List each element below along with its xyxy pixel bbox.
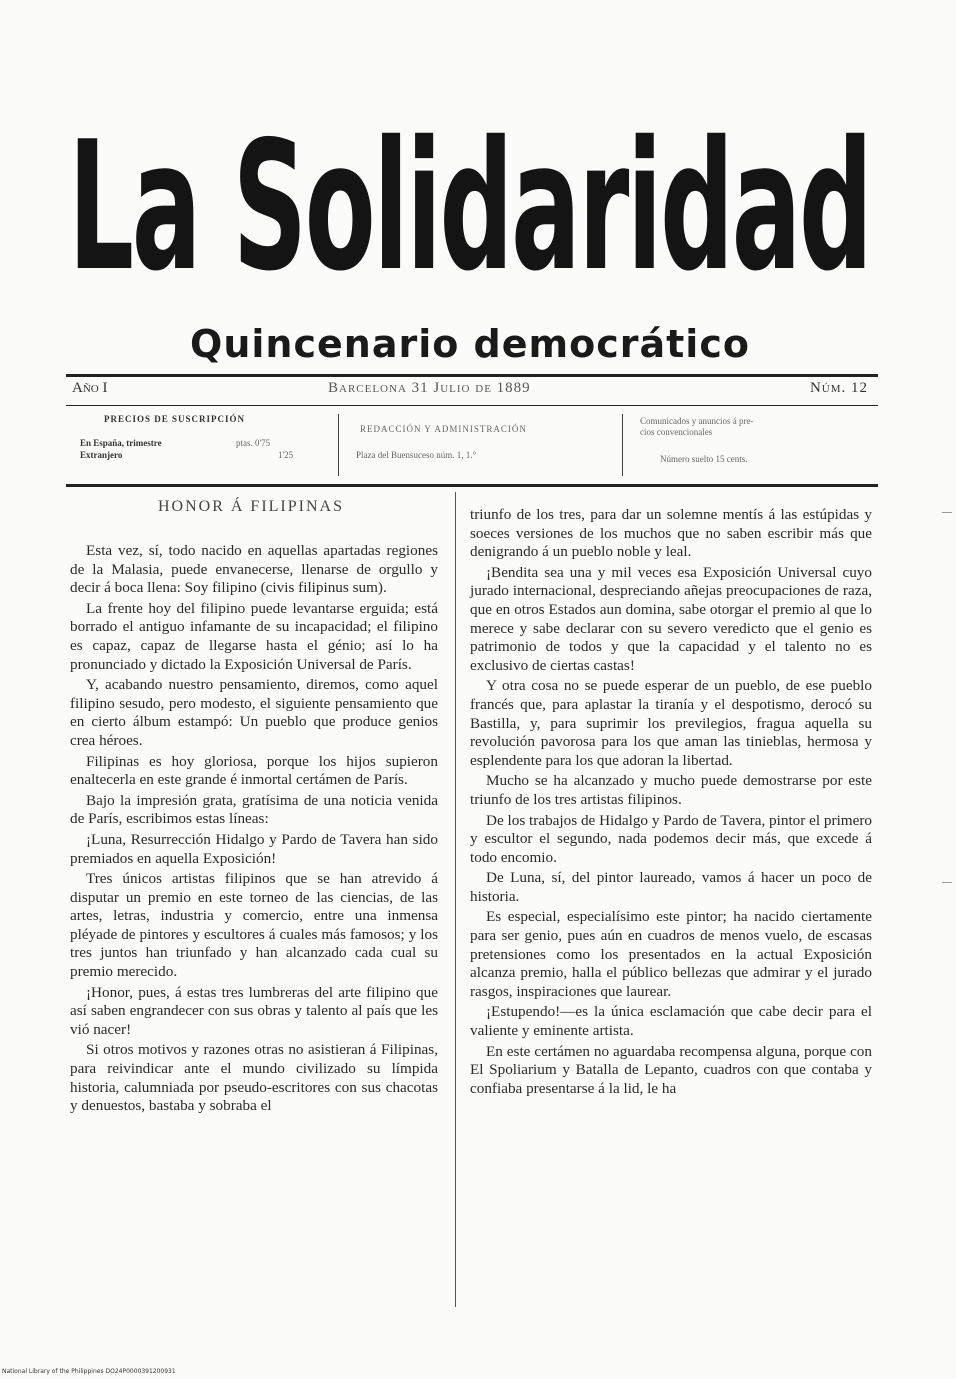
paragraph: Tres únicos artistas filipinos que se han atrevido á disputar un premio en este torneo de las ciencias, de las artes, letras, industria y comercio, entre una inmensa pléyade de pintores y escultores á cuales más famosos; y los tres juntos han triunfado y han alcanzado cada cual su premio merecido. xyxy=(70,870,438,981)
left-column xyxy=(70,542,438,1116)
prices-heading: PRECIOS DE SUSCRIPCIÓN xyxy=(104,414,246,424)
paragraph: La frente hoy del filipino puede levantarse erguida; está borrado el antiguo infamante de su incapacidad; el filipino es capaz, capaz de llegarse hasta el génio; así lo ha pronunciado y dictado la Exposición Universal de París. xyxy=(70,599,438,673)
paragraph: Filipinas es hoy gloriosa, porque los hijos supieron enaltecerla en este grande é inmortal certámen de París. xyxy=(70,752,438,789)
dateline xyxy=(68,380,874,404)
scan-edge-mark xyxy=(942,512,952,513)
scan-edge-mark xyxy=(942,882,952,883)
notice-line-2: cios convencionales xyxy=(640,427,713,437)
single-copy-price: Número suelto 15 cents. xyxy=(660,454,748,464)
dateline-rule xyxy=(66,405,878,406)
notice-line-1: Comunicados y anuncios á pre- xyxy=(640,416,754,426)
office-cell xyxy=(340,408,620,482)
right-column xyxy=(470,506,872,1098)
paragraph: Mucho se ha alcanzado y mucho puede demostrarse por este triunfo de los tres artistas filipinos. xyxy=(470,772,872,808)
paragraph: Si otros motivos y razones otras no asistieran á Filipinas, para reivindicar ante el mundo civilizado su límpida historia, calumniada por pseudo-escritores con sus chacotas y denuestos, bastaba y sobraba el xyxy=(70,1041,438,1115)
info-divider-2 xyxy=(622,414,623,476)
paragraph: ¡Bendita sea una y mil veces esa Exposición Universal cuyo jurado internacional, despreciando añejas preocupaciones de raza, que en otros Estados aun domina, sabe otorgar el premio al que lo merece y sabe declarar con su severo veredicto que el genio es patrimonio de todos y que la capacidad y el talento no es exclusivo de ciertas castas! xyxy=(470,563,872,674)
paragraph: Bajo la impresión grata, gratísima de una noticia venida de París, escribimos estas líneas: xyxy=(70,791,438,828)
spain-label: En España, trimestre xyxy=(80,438,162,448)
notice-cell xyxy=(624,408,878,482)
scan-credit: National Library of the Philippines DO24P0000391200931 xyxy=(2,1368,176,1375)
masthead-subtitle: Quincenario democrático xyxy=(190,322,750,366)
paragraph: Y, acabando nuestro pensamiento, diremos, como aquel filipino sesudo, pero modesto, el siguiente pensamiento que en cierto álbum estampó: Un pueblo que produce genios crea héroes. xyxy=(70,676,438,749)
office-heading: REDACCIÓN Y ADMINISTRACIÓN xyxy=(360,424,527,434)
foreign-label: Extranjero xyxy=(80,450,123,460)
paragraph: En este certámen no aguardaba recompensa alguna, porque con El Spoliarium y Batalla de Lepanto, cuadros con que contaba y confiaba presentarse á la lid, le ha xyxy=(470,1042,872,1097)
top-rule xyxy=(66,374,878,377)
column-divider xyxy=(455,492,456,1307)
foreign-price: 1'25 xyxy=(278,450,294,460)
issue-number: Núm. 12 xyxy=(809,380,868,396)
article-title: HONOR Á FILIPINAS xyxy=(157,498,344,515)
issue-year: Año I xyxy=(72,380,108,396)
masthead-title: La Solidaridad xyxy=(68,103,871,310)
paragraph: ¡Luna, Resurrección Hidalgo y Pardo de Tavera han sido premiados en aquella Exposición! xyxy=(70,830,438,867)
prices-cell xyxy=(66,408,336,482)
paragraph: De los trabajos de Hidalgo y Pardo de Tavera, pintor el primero y escultor el segundo, nada podemos decir más, que excede á todo encomio. xyxy=(470,811,872,866)
info-bottom-rule xyxy=(66,484,878,487)
paragraph: ¡Estupendo!—es la única esclamación que cabe decir para el valiente y eminente artista. xyxy=(470,1003,872,1040)
office-address: Plaza del Buensuceso núm. 1, 1.° xyxy=(356,450,477,460)
paragraph: De Luna, sí, del pintor laureado, vamos á hacer un poco de historia. xyxy=(470,869,872,905)
paragraph: triunfo de los tres, para dar un solemne mentís á las estúpidas y soeces versiones de los muchos que no saben escribir más que denigrando á un pueblo noble y leal. xyxy=(470,506,872,561)
paragraph: Esta vez, sí, todo nacido en aquellas apartadas regiones de la Malasia, puede envanecerse, llenarse de orgullo y decir á boca llena: Soy filipino (civis filipinus sum). xyxy=(70,542,438,597)
paragraph: ¡Honor, pues, á estas tres lumbreras del arte filipino que así saben engrandecer con sus obras y talento al país que les vió nacer! xyxy=(70,983,438,1038)
spain-price: ptas. 0'75 xyxy=(236,438,271,448)
place-date: Barcelona 31 Julio de 1889 xyxy=(328,380,531,396)
paragraph: Y otra cosa no se puede esperar de un pueblo, de ese pueblo francés que, para aplastar la tiranía y el despotismo, derocó su Bastilla, y, para suprimir los previlegios, fragua aquella su revolución pavorosa para los que aman las tinieblas, hermosa y esplendente para los que adoran la libertad. xyxy=(470,677,872,769)
subscription-info xyxy=(66,408,878,482)
paragraph: Es especial, especialísimo este pintor; ha nacido ciertamente para ser genio, pues aún en cuadros de menos vuelo, de escasas pretensiones como los presentados en la actual Exposición alcanza premio, halla el público bellezas que admirar y el jurado rasgos, inspiraciones que laurear. xyxy=(470,908,872,1000)
info-divider-1 xyxy=(338,414,339,476)
